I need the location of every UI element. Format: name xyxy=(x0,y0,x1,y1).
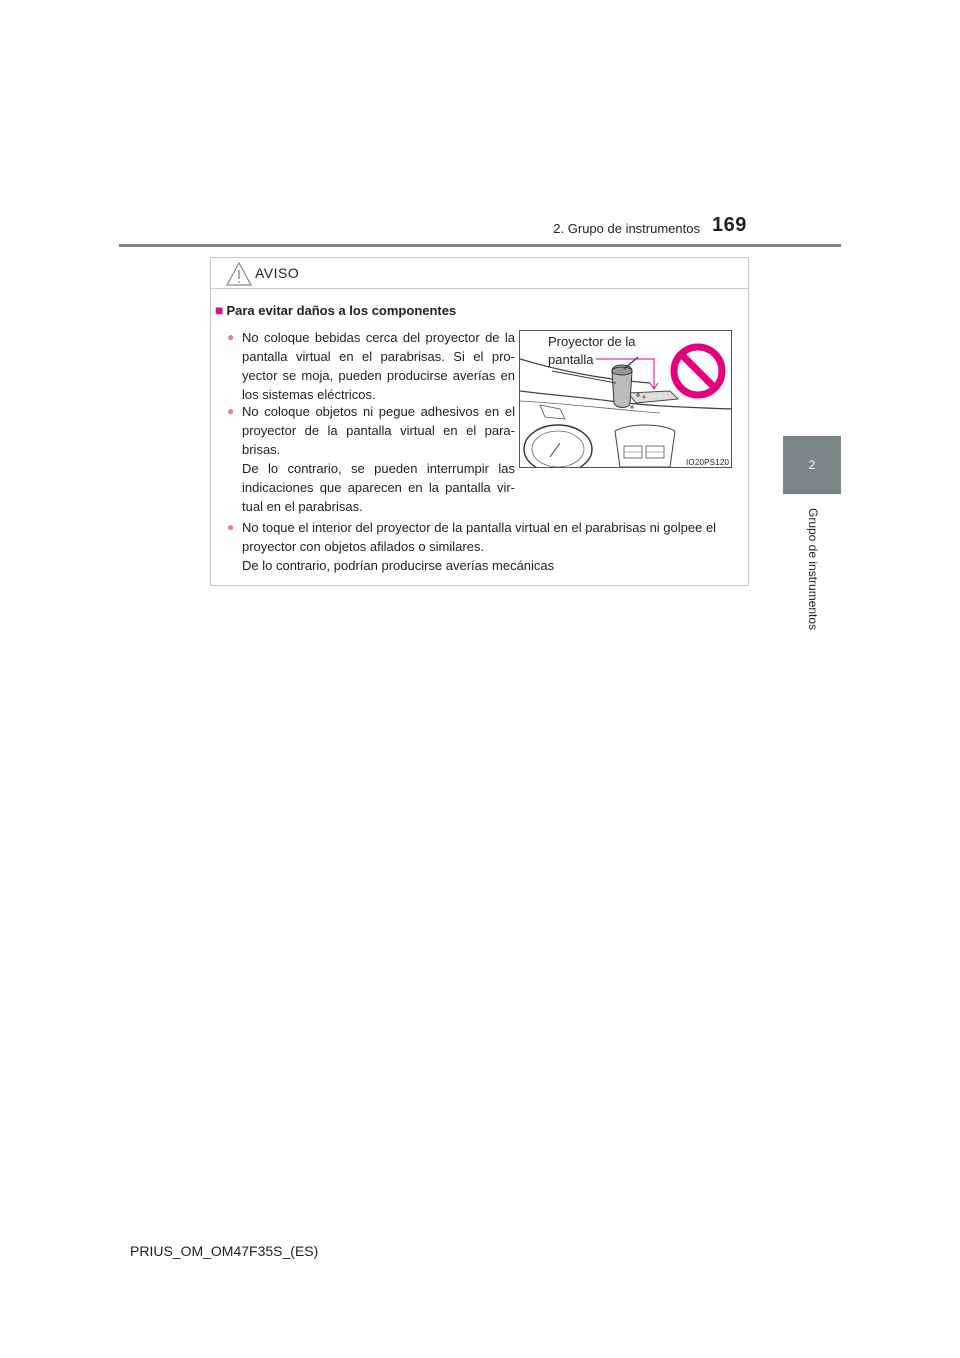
header-rule xyxy=(119,244,841,247)
chapter-tab xyxy=(783,436,841,494)
chapter-number: 2 xyxy=(808,458,816,472)
bullet-dot-icon: ● xyxy=(227,520,235,534)
square-bullet-icon: ■ xyxy=(215,302,224,318)
warning-header xyxy=(211,258,748,289)
document-code: PRIUS_OM_OM47F35S_(ES) xyxy=(130,1243,319,1259)
bullet-dot-icon: ● xyxy=(227,330,235,344)
warning-subheading: ■ Para evitar daños a los componentes xyxy=(215,302,457,318)
warning-triangle-icon xyxy=(225,261,253,287)
warning-label: AVISO xyxy=(255,265,300,281)
page-number: 169 xyxy=(712,214,747,236)
illustration-code: IO20PS120 xyxy=(686,458,730,467)
section-title: 2. Grupo de instrumentos xyxy=(553,221,700,236)
prohibition-icon xyxy=(668,341,728,401)
warning-bullet-3: ● No toque el interior del proyector de la pantalla virtual en el parabrisas ni golpee el proyector con objetos afilados o similares. De lo contrario, podrían producirse averías mecánicas xyxy=(227,520,717,573)
projector-callout-label: Proyector de la pantalla xyxy=(548,334,636,367)
bullet-dot-icon: ● xyxy=(227,404,235,418)
chapter-side-label: Grupo de instrumentos xyxy=(806,508,820,631)
warning-bullet-1: ● No coloque bebidas cerca del proyector de la pantalla virtual en el parabrisas. Si el pro-yector se moja, pueden producirse averías en los sistemas eléctricos. xyxy=(227,330,515,402)
warning-bullet-2: ● No coloque objetos ni pegue adhesivos en el proyector de la pantalla virtual en el para-brisas. De lo contrario, se pueden interrumpir las indicaciones que aparecen en la pantalla vir-tual en el parabrisas. xyxy=(227,404,515,514)
